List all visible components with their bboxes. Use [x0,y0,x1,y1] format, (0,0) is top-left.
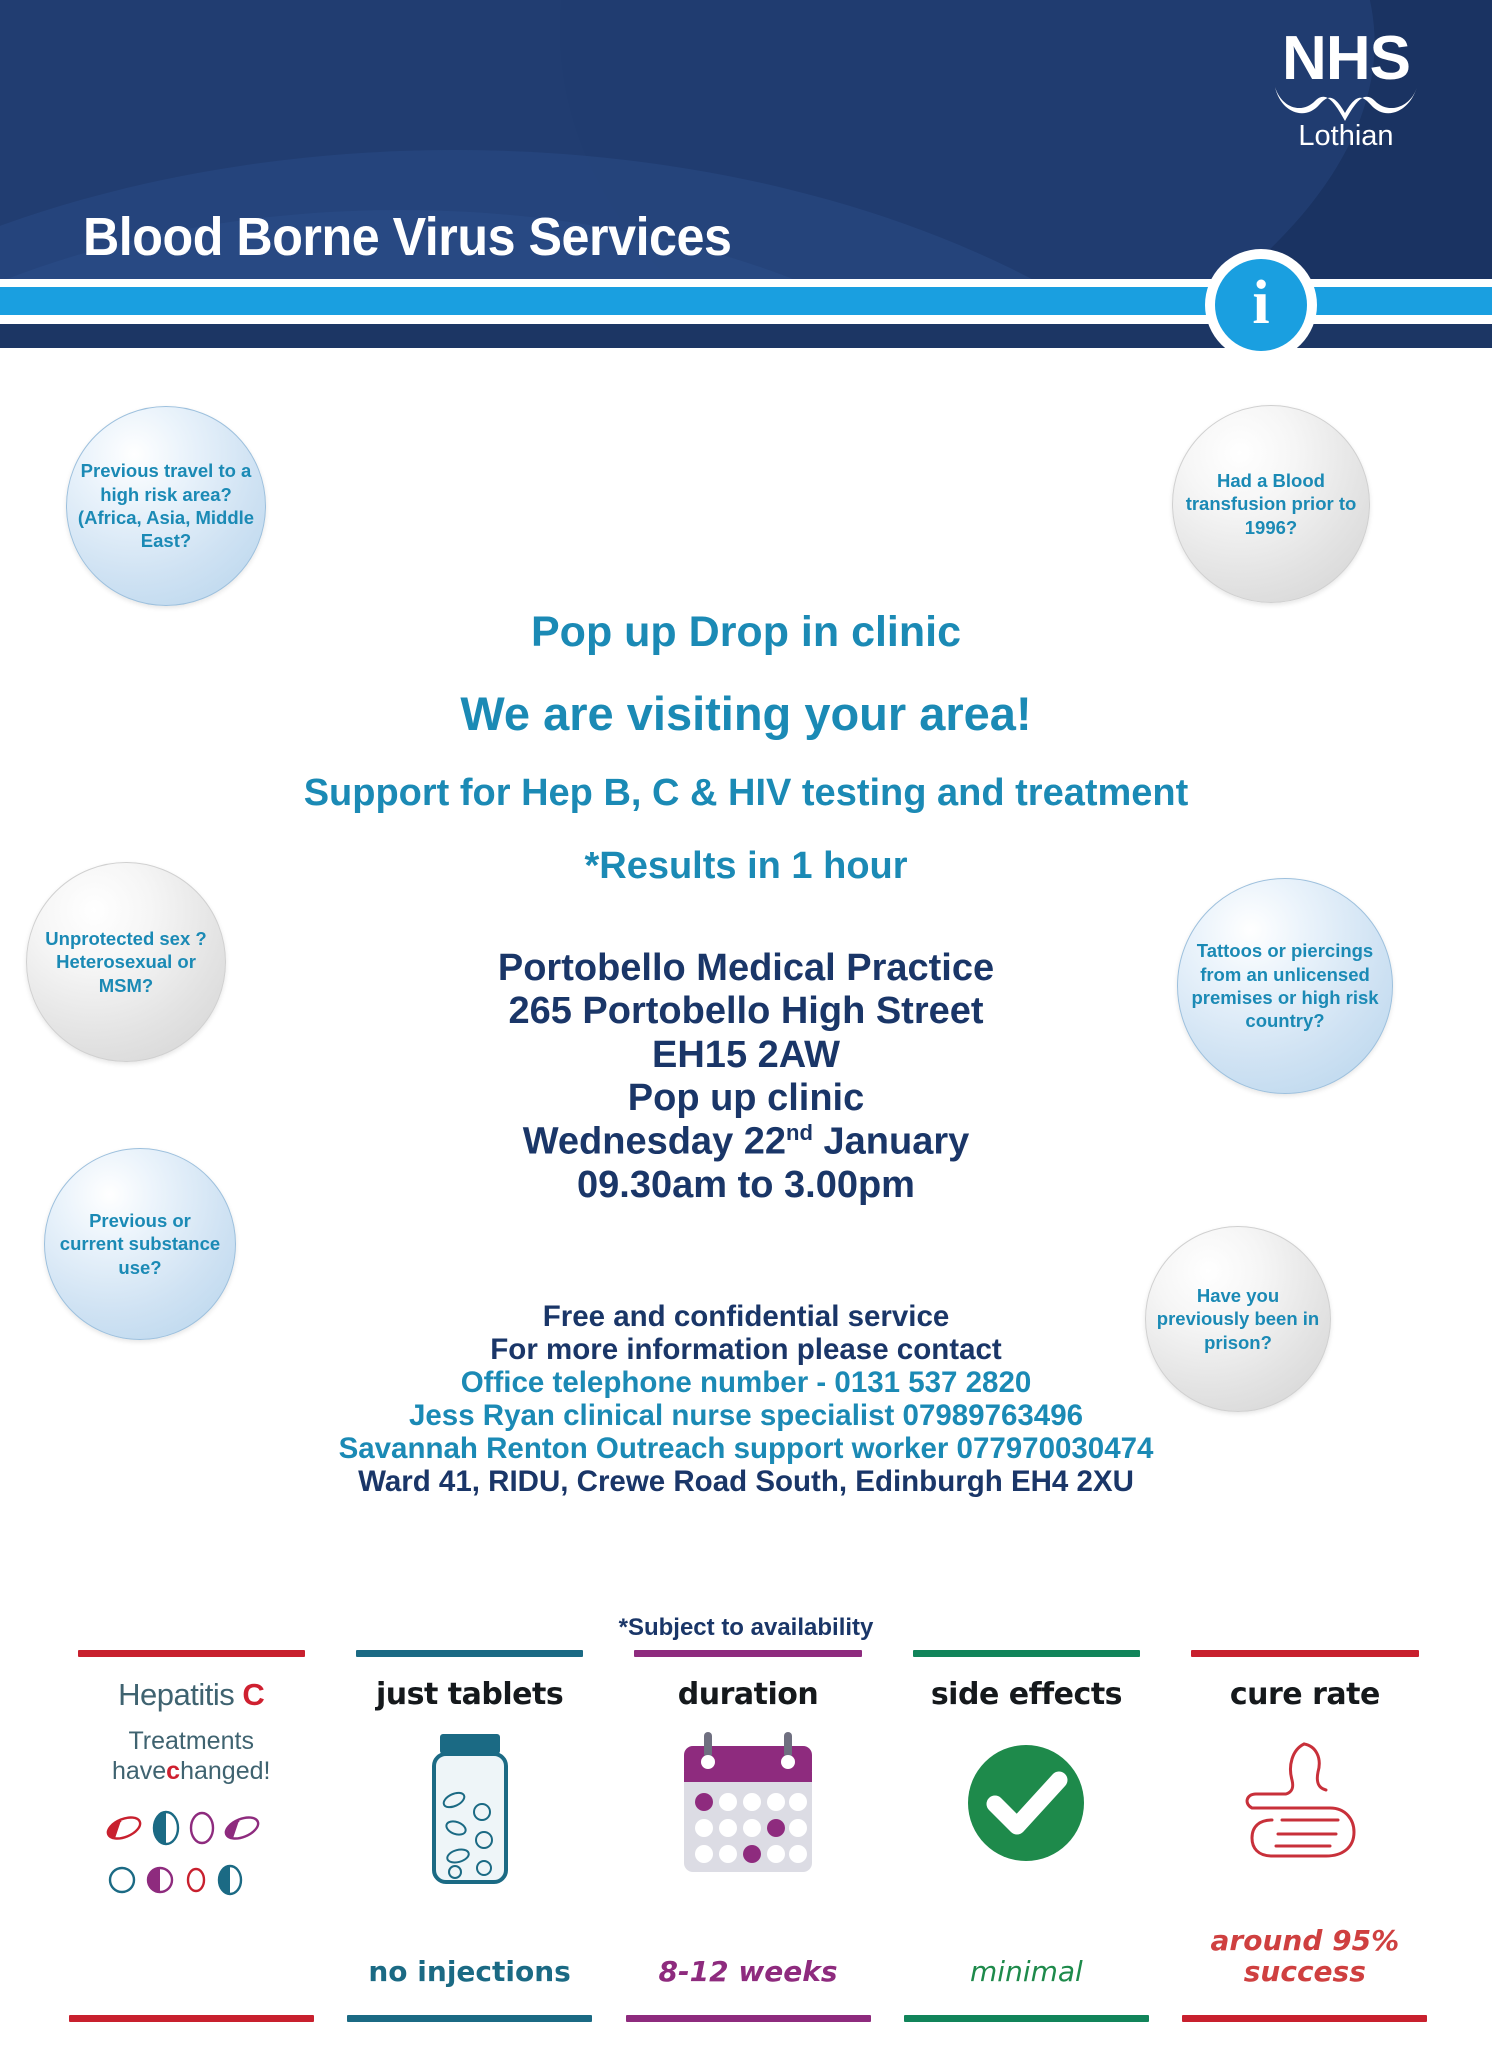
clinic-street: 265 Portobello High Street [508,990,984,1033]
nhs-wordmark: NHS [1282,24,1410,93]
column-rule-top [78,1650,305,1657]
treatments-word: Treatments [128,1727,254,1755]
infographic-column-hepatitis-c [52,1650,330,2022]
have-word: have [111,1756,167,1785]
hepatitis-word: Hepatitis [118,1677,243,1712]
hepatitis-c-accent: C [242,1677,265,1712]
infographic-column-cure-rate [1166,1650,1444,2022]
risk-bubble-tattoos-label: Tattoos or piercings from an unlicensed premises or high risk country? [1191,940,1379,1032]
risk-bubble-travel [66,406,266,606]
infographic-column-side-effects [887,1650,1165,2022]
column-rule-top [913,1650,1140,1657]
pills-icon [96,1802,286,1917]
infographic-caption-minimal: minimal [970,1955,1083,1988]
infographic-title-just-tablets: just tablets [376,1677,564,1712]
column-rule-bottom [626,2015,871,2022]
risk-bubble-substance-use-label: Previous or current substance use? [59,1210,221,1278]
office-phone-line[interactable]: Office telephone number - 0131 537 2820 [460,1366,1032,1400]
nhs-region-label: Lothian [1298,119,1394,152]
column-rule-bottom [1182,2015,1427,2022]
infographic-title-side-effects: side effects [930,1677,1123,1712]
infographic-caption-no-injections: no injections [368,1955,571,1988]
infographic-caption-weeks: 8-12 weeks [658,1955,838,1988]
ward-address-line: Ward 41, RIDU, Crewe Road South, Edinburgh EH4 2XU [358,1465,1134,1499]
clinic-type: Pop up clinic [627,1076,865,1119]
infographic-title-duration: duration [677,1677,819,1712]
risk-bubble-unprotected-sex-label: Unprotected sex ? Heterosexual or MSM? [45,928,207,996]
risk-bubble-transfusion [1172,405,1370,603]
contact-information-block [0,1300,1492,1498]
clinic-time: 09.30am to 3.00pm [577,1164,915,1207]
clinic-date-text: Wednesday 22 [522,1120,787,1163]
risk-bubble-prison-label: Have you previously been in prison? [1156,1285,1320,1353]
risk-bubble-transfusion-label: Had a Blood transfusion prior to 1996? [1185,470,1357,538]
free-service-line: Free and confidential service [542,1300,950,1333]
nurse-contact-line[interactable]: Jess Ryan clinical nurse specialist 07989763496 [408,1399,1084,1433]
thumbs-up-icon [1230,1728,1380,1883]
pill-jar-icon [400,1728,540,1903]
nhs-lothian-logo [1256,24,1436,153]
column-rule-bottom [904,2015,1149,2022]
info-icon: i [1215,259,1307,351]
infographic-column-just-tablets [330,1650,608,2022]
clinic-date [0,1120,1492,1164]
clinic-venue-name: Portobello Medical Practice [497,947,995,989]
green-check-icon [951,1728,1101,1883]
clinic-postcode: EH15 2AW [652,1033,840,1076]
infographic-subtitle-treatments [112,1727,271,1786]
clinic-date-month: January [812,1120,970,1163]
hanged-word: hanged! [180,1756,271,1785]
outreach-contact-line[interactable]: Savannah Renton Outreach support worker 077970030474 [338,1432,1154,1466]
column-rule-top [356,1650,583,1657]
infographic-title-cure-rate: cure rate [1229,1677,1380,1712]
clinic-details-block [0,947,1492,1208]
more-information-line: For more information please contact [490,1333,1002,1367]
column-rule-top [1191,1650,1418,1657]
infographic-caption-cure-success: around 95% success [1210,1924,1400,1989]
results-time-line: *Results in 1 hour [584,845,908,887]
changed-c-accent: c [166,1756,181,1785]
column-rule-bottom [69,2015,314,2022]
infographic-title-hepatitis-c [118,1677,264,1713]
risk-bubble-travel-label: Previous travel to a high risk area? (Africa, Asia, Middle East? [77,460,255,552]
infographic-column-duration [609,1650,887,2022]
calendar-icon [668,1728,828,1893]
column-rule-bottom [347,2015,592,2022]
clinic-date-ordinal: nd [786,1120,813,1146]
information-badge [1205,249,1317,361]
headline-popup-clinic: Pop up Drop in clinic [531,608,961,656]
column-rule-top [634,1650,861,1657]
hepatitis-c-infographic [52,1650,1444,2022]
page-title: Blood Borne Virus Services [83,207,732,267]
availability-footnote: *Subject to availability [618,1614,874,1641]
headline-visiting-area: We are visiting your area! [460,687,1032,740]
support-services-line: Support for Hep B, C & HIV testing and treatment [303,772,1189,814]
